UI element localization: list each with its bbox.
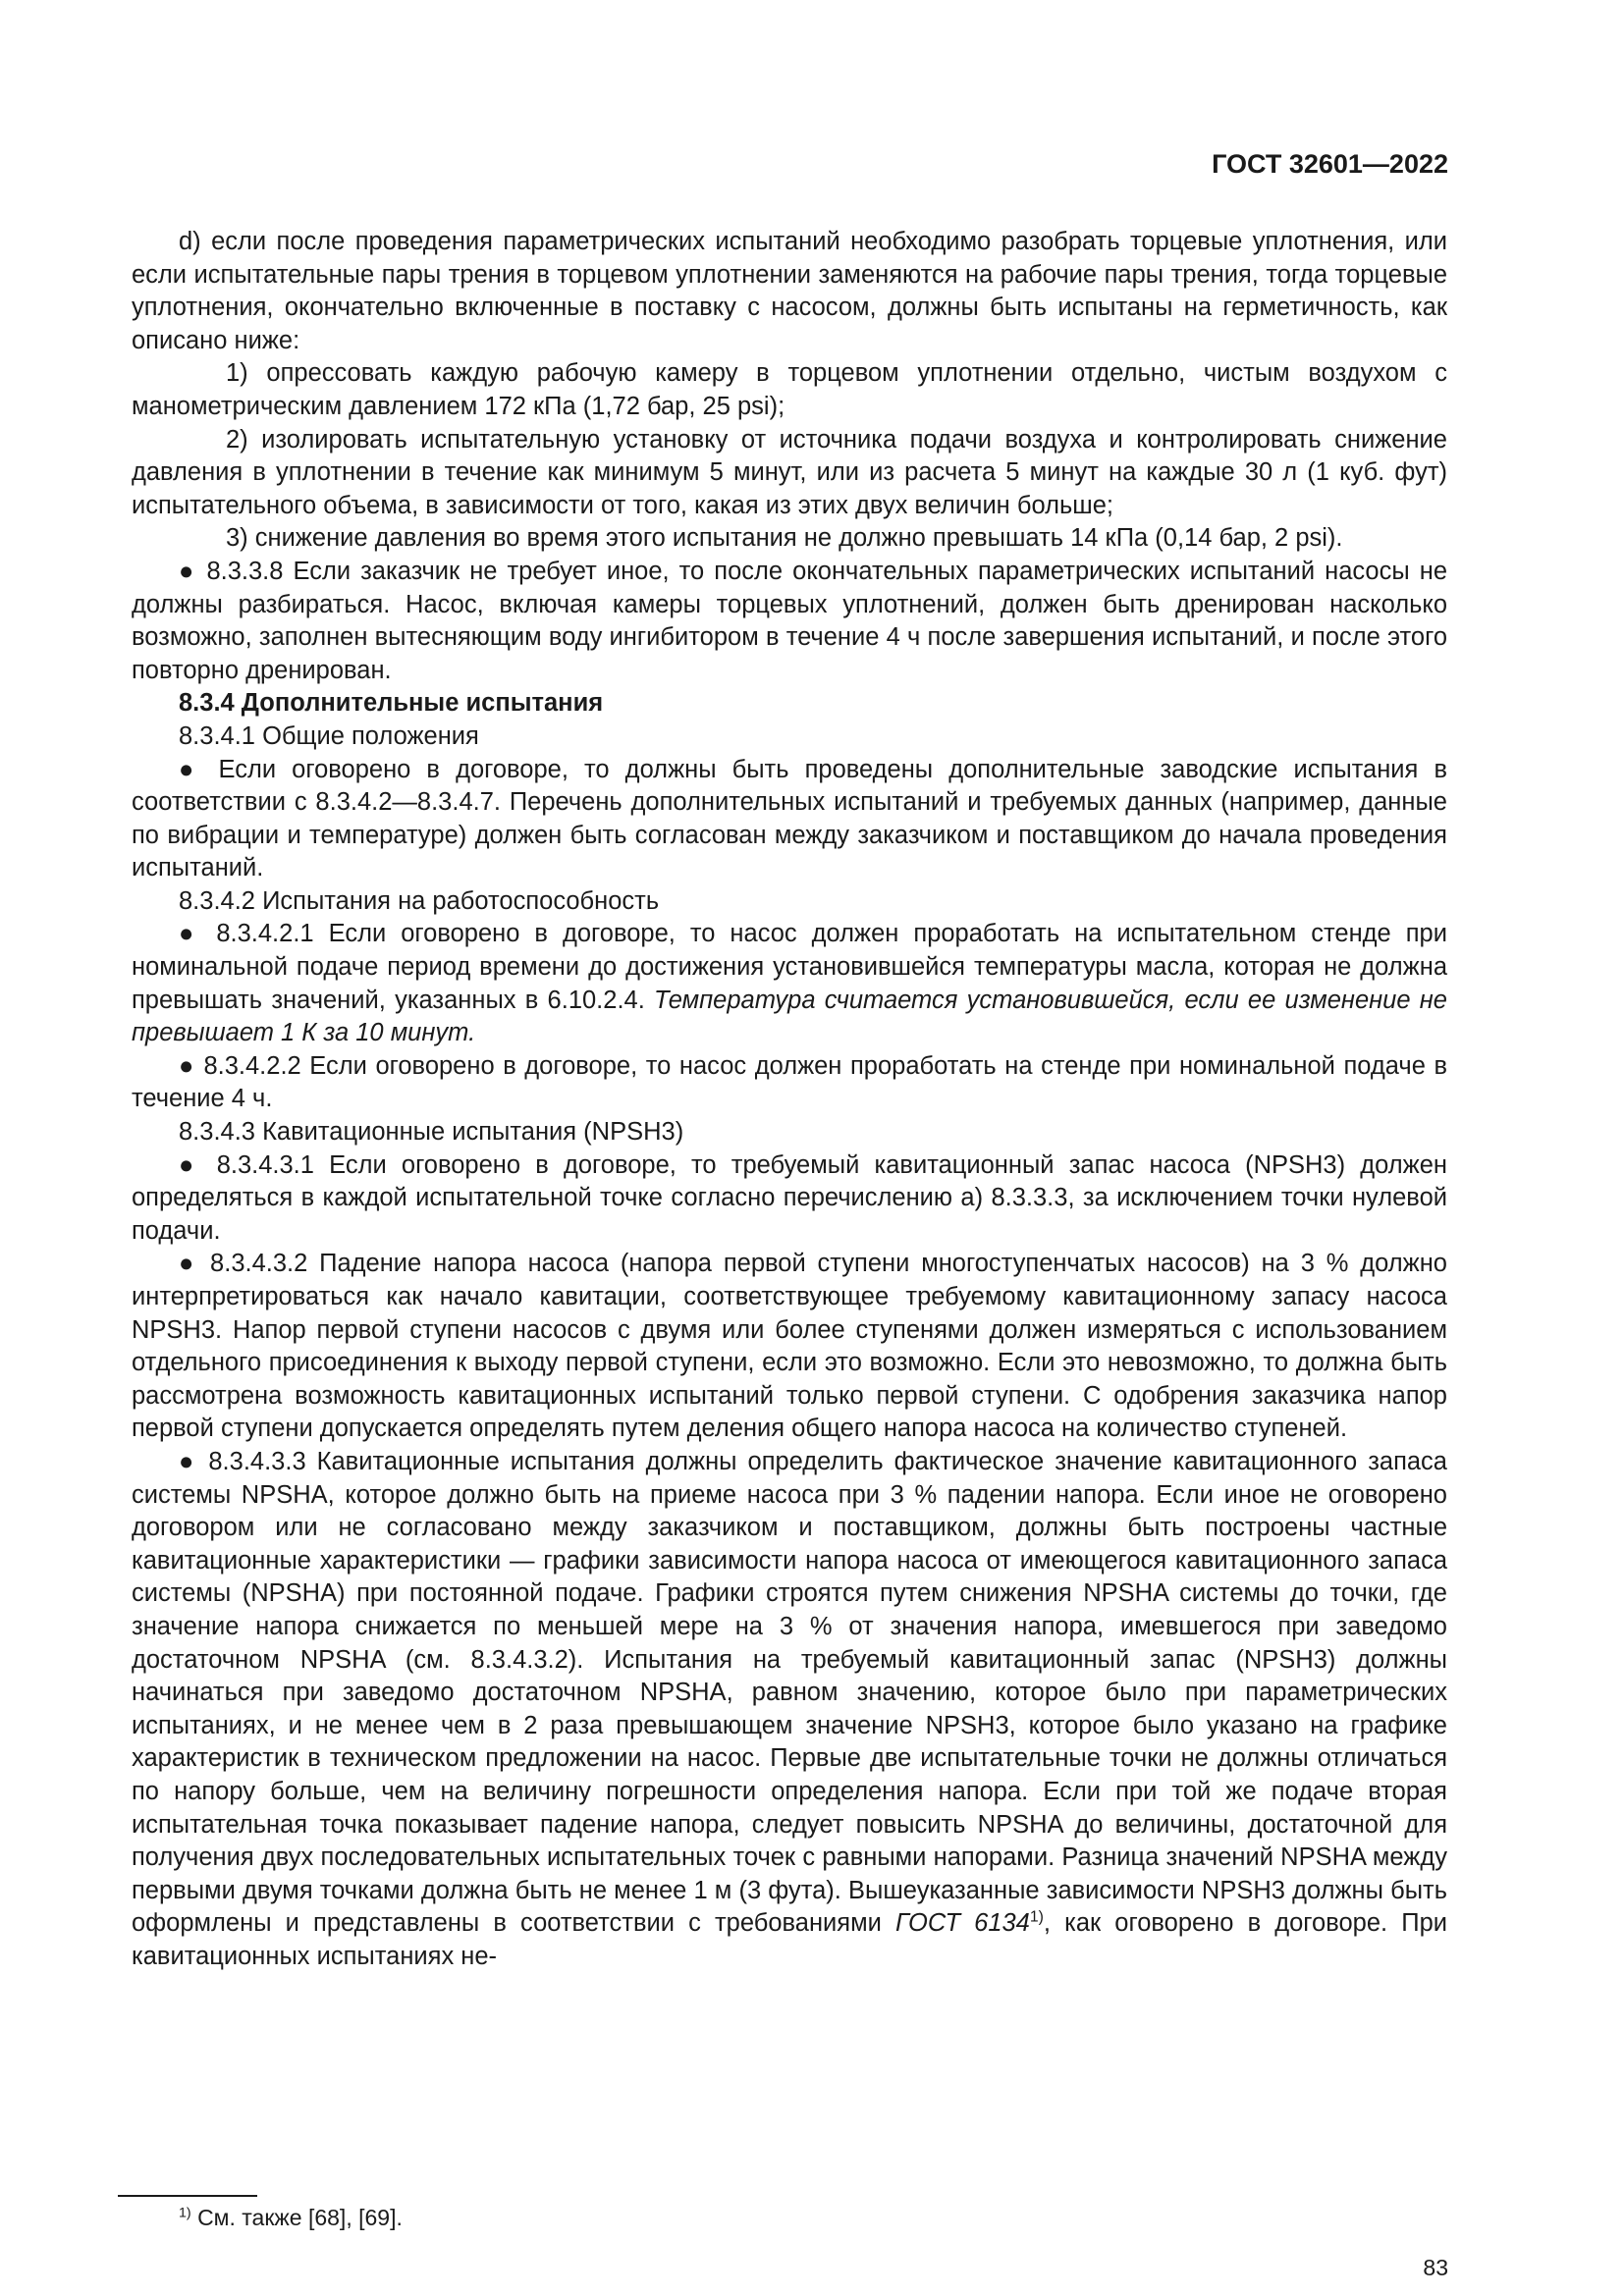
section-heading-8-3-4: 8.3.4 Дополнительные испытания <box>179 689 604 718</box>
standard-reference: ГОСТ 6134 <box>895 1909 1030 1938</box>
clause-8-3-4-2-1-text: 8.3.4.2.1 Если оговорено в договоре, то насос должен проработать на испытательном стенде при номинальной подаче период времени до достижения установившейся температуры масла, которая не должна превышать значений, указанных в 6.10.2.4. <box>132 920 1447 1014</box>
clause-8-3-4-3-2: ● 8.3.4.3.2 Падение напора насоса (напора первой ступени многоступенчатых насосов) на 3 % должно интерпретироваться как начало кавитации, соответствующее требуемому кавитационному запасу насоса NPSH3. Напор первой ступени насосов с двумя или более ступенями должен измеряться с использованием отдельного присоединения к выходу первой ступени, если это возможно. Если это невозможно, то должна быть рассмотрена возможность кавитационных испытаний только первой ступени. С одобрения заказчика напор первой ступени допускается определять путем деления общего напора насоса на количество ступеней. <box>132 1248 1447 1446</box>
subsection-heading-8-3-4-2: 8.3.4.2 Испытания на работоспособность <box>179 886 660 915</box>
paragraph-3: 3) снижение давления во время этого испытания не должно превышать 14 кПа (0,14 бар, 2 psi). <box>226 524 1343 553</box>
paragraph-1: 1) опрессовать каждую рабочую камеру в торцевом уплотнении отдельно, чистым воздухом с манометрическим давлением 172 кПа (1,72 бар, 25 psi); <box>132 359 1447 420</box>
clause-8-3-4-3-3-text: 8.3.4.3.3 Кавитационные испытания должны определить фактическое значение кавитационного запаса системы NPSHA, которое должно быть на приеме насоса при 3 % падении напора. Если иное не оговорено договором или не согласовано между заказчиком и поставщиком, должны быть построены частные кавитационные характеристики — графики зависимости напора насоса от имеющегося кавитационного запаса системы (NPSHA) при постоянной подаче. Графики строятся путем снижения NPSHA системы до точки, где значение напора снижается по меньшей мере на 3 % от значения напора, имевшегося при заведомо достаточном NPSHA (см. 8.3.4.3.2). Испытания на требуемый кавитационный запас (NPSH3) должны начинаться при заведомо достаточном NPSHA, равном значению, которое было при параметрических испытаниях, и не менее чем в 2 раза превышающем значение NPSH3, которое было указано на графике характеристик в техническом предложении на насос. Первые две испытательные точки не должны отличаться по напору больше, чем на величину погрешности определения напора. Если при той же подаче вторая испытательная точка показывает падение напора, следует повысить NPSHA до величины, достаточной для получения двух последовательных испытательных точек с равными напорами. Разница значений NPSHA между первыми двумя точками должна быть не менее 1 м (3 фута). Вышеуказанные зависимости NPSH3 должны быть оформлены и представлены в соответствии с требованиями <box>132 1447 1447 1938</box>
clause-8-3-4-1-text: ● Если оговорено в договоре, то должны быть проведены дополнительные заводские испытания в соответствии с 8.3.4.2—8.3.4.7. Перечень дополнительных испытаний и требуемых данных (например, данные по вибрации и температуре) должен быть согласован между заказчиком и поставщиком до начала проведения испытаний. <box>132 754 1447 885</box>
paragraph-2: 2) изолировать испытательную установку от источника подачи воздуха и контролировать снижение давления в уплотнении в течение как минимум 5 минут, или из расчета 5 минут на каждые 30 л (1 куб. фут) испытательного объема, в зависимости от того, какая из этих двух величин больше; <box>132 425 1447 519</box>
paragraph-d: d) если после проведения параметрических испытаний необходимо разобрать торцевые уплотнения, или если испытательные пары трения в торцевом уплотнении заменяются на рабочие пары трения, тогда торцевые уплотнения, окончательно включенные в поставку с насосом, должны быть испытаны на герметичность, как описано ниже: <box>132 228 1447 354</box>
clause-8-3-4-3-1: ● 8.3.4.3.1 Если оговорено в договоре, то требуемый кавитационный запас насоса (NPSH3) должен определяться в каждой испытательной точке согласно перечислению а) 8.3.3.3, за исключением точки нулевой подачи. <box>132 1149 1447 1249</box>
document-header: ГОСТ 32601—2022 <box>1212 149 1448 179</box>
clause-8-3-4-3-3-tail: , как оговорено в договоре. При кавитационных испытаниях не- <box>132 1909 1447 1970</box>
page-number: 83 <box>1423 2255 1448 2280</box>
footnote-divider <box>118 2195 257 2197</box>
subsection-heading-8-3-4-3: 8.3.4.3 Кавитационные испытания (NPSH3) <box>179 1118 684 1147</box>
subsection-heading-8-3-4-1: 8.3.4.1 Общие положения <box>179 721 479 750</box>
clause-8-3-4-3-3 <box>132 1446 1447 1974</box>
footnote-text: См. также [68], [69]. <box>197 2205 403 2230</box>
footnote-ref: 1) <box>1029 1908 1044 1926</box>
clause-8-3-4-2-2: ● 8.3.4.2.2 Если оговорено в договоре, то насос должен проработать на стенде при номинальной подаче в течение 4 ч. <box>132 1050 1447 1116</box>
clause-8-3-3-8: ● 8.3.3.8 Если заказчик не требует иное, то после окончательных параметрических испытаний насосы не должны разбираться. Насос, включая камеры торцевых уплотнений, должен быть дренирован насколько возможно, заполнен вытесняющим воду ингибитором в течение 4 ч после завершения испытаний, и после этого повторно дренирован. <box>132 556 1447 687</box>
footnote <box>179 2205 403 2231</box>
clause-8-3-4-2-1-note: Температура считается установившейся, если ее изменение не превышает 1 К за 10 минут. <box>132 986 1447 1047</box>
page-body <box>132 226 1447 1973</box>
clause-8-3-4-2-1 <box>132 918 1447 1049</box>
footnote-mark: 1) <box>179 2205 191 2221</box>
